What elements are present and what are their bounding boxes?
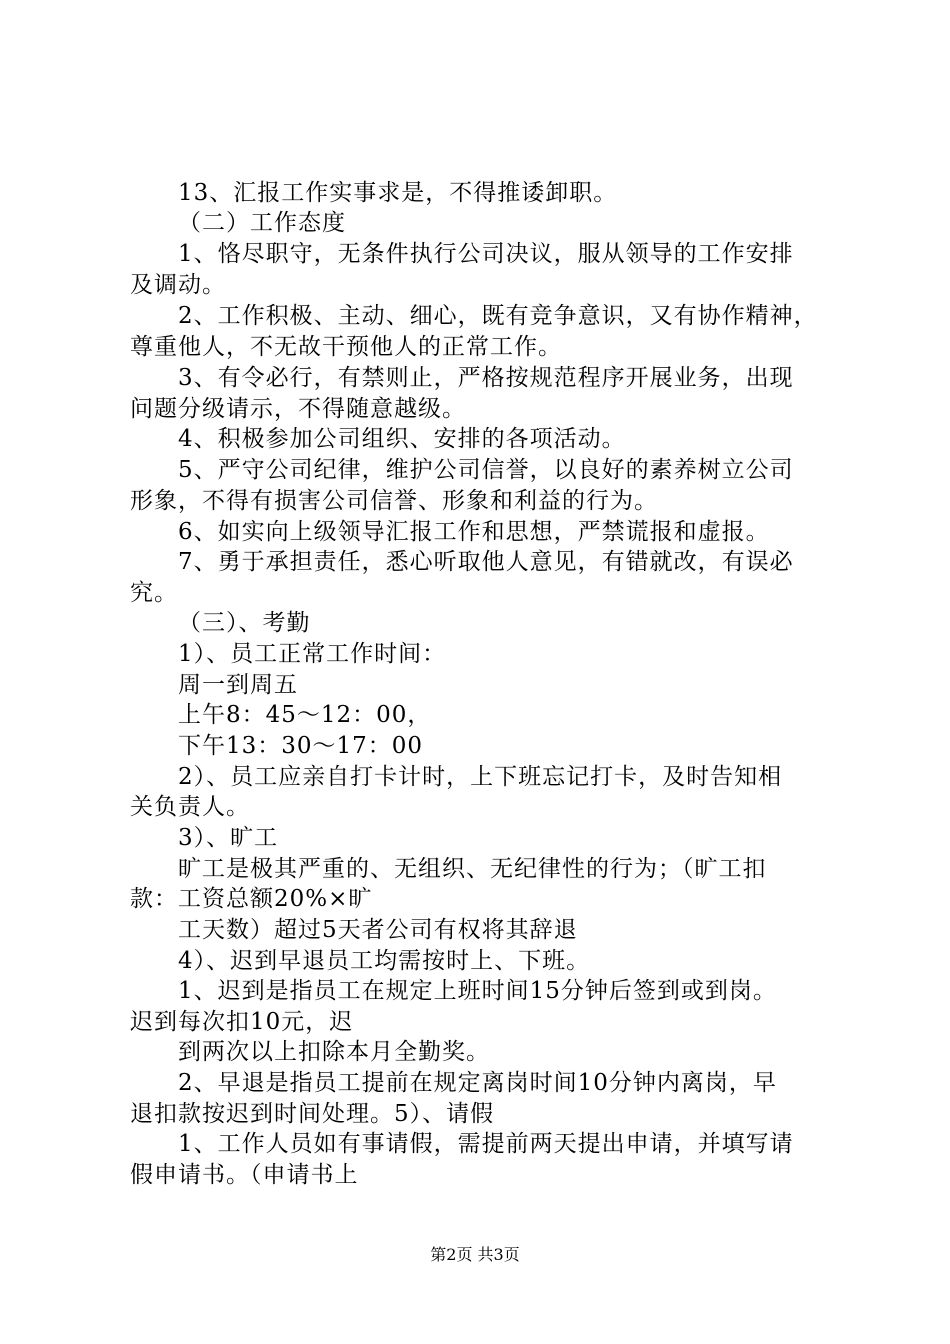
body-line: 迟到每次扣10元，迟 — [130, 1009, 354, 1035]
page-number-footer: 第2页 共3页 — [430, 1245, 520, 1264]
body-line: 下午13：30～17：00 — [178, 733, 424, 759]
body-line: 究。 — [130, 580, 178, 606]
body-line: 上午8：45～12：00， — [178, 702, 432, 728]
body-line: 周一到周五 — [178, 672, 298, 698]
section-heading: （三）、考勤 — [178, 610, 311, 636]
body-line: 形象，不得有损害公司信誉、形象和利益的行为。 — [130, 488, 658, 514]
body-line: 2）、员工应亲自打卡计时，上下班忘记打卡，及时告知相 — [178, 764, 783, 790]
body-line: 3）、旷工 — [178, 825, 279, 851]
body-line: 退扣款按迟到时间处理。5）、请假 — [130, 1101, 495, 1127]
body-line: 1、迟到是指员工在规定上班时间15分钟后签到或到岗。 — [178, 978, 777, 1004]
body-line: 3、有令必行，有禁则止，严格按规范程序开展业务，出现 — [178, 365, 794, 391]
body-line: 问题分级请示，不得随意越级。 — [130, 396, 466, 422]
body-line: 4）、迟到早退员工均需按时上、下班。 — [178, 948, 591, 974]
body-line: 及调动。 — [130, 272, 226, 298]
body-line: 尊重他人，不无故干预他人的正常工作。 — [130, 334, 562, 360]
body-line: 款：工资总额20%×旷 — [130, 886, 373, 912]
body-line: 13、汇报工作实事求是，不得推诿卸职。 — [178, 180, 618, 206]
body-line: 关负责人。 — [130, 794, 250, 820]
body-line: 1、恪尽职守，无条件执行公司决议，服从领导的工作安排 — [178, 241, 794, 267]
body-line: 1、工作人员如有事请假，需提前两天提出申请，并填写请 — [178, 1131, 794, 1157]
body-line: 2、工作积极、主动、细心，既有竞争意识，又有协作精神， — [178, 303, 818, 329]
section-heading: （二）工作态度 — [178, 210, 346, 236]
body-line: 2、早退是指员工提前在规定离岗时间10分钟内离岗，早 — [178, 1070, 777, 1096]
body-line: 5、严守公司纪律，维护公司信誉，以良好的素养树立公司 — [178, 457, 794, 483]
body-line: 6、如实向上级领导汇报工作和思想，严禁谎报和虚报。 — [178, 519, 770, 545]
body-line: 7、勇于承担责任，悉心听取他人意见，有错就改，有误必 — [178, 549, 794, 575]
body-line: 工天数）超过5天者公司有权将其辞退 — [178, 917, 578, 943]
body-line: 4、积极参加公司组织、安排的各项活动。 — [178, 426, 626, 452]
body-line: 1）、员工正常工作时间： — [178, 641, 447, 667]
body-line: 假申请书。（申请书上 — [130, 1162, 359, 1188]
body-line: 旷工是极其严重的、无组织、无纪律性的行为；（旷工扣 — [178, 856, 767, 882]
body-line: 到两次以上扣除本月全勤奖。 — [178, 1039, 490, 1065]
